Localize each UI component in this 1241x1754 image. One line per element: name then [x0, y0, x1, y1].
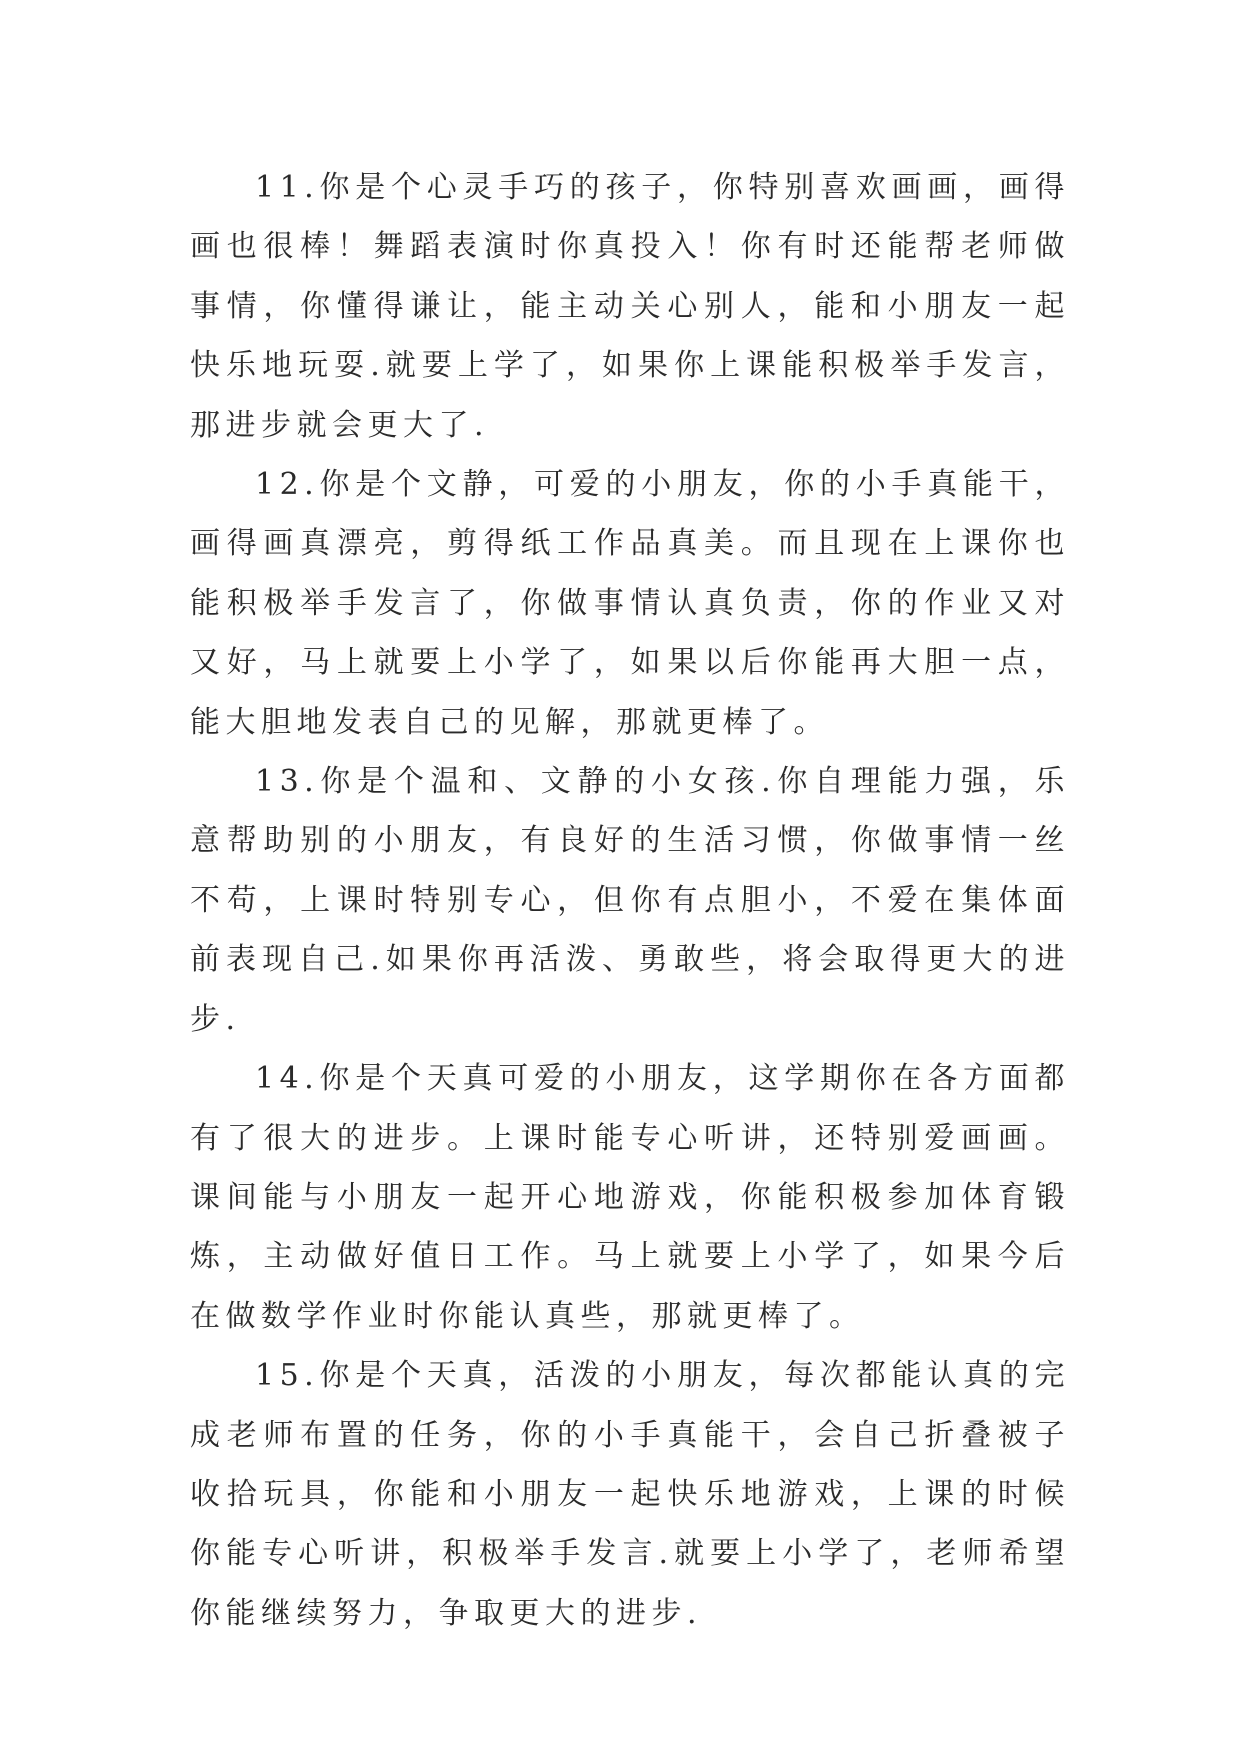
comment-paragraph-11: 11.你是个心灵手巧的孩子，你特别喜欢画画，画得画也很棒！舞蹈表演时你真投入！你有时还能帮老师做事情，你懂得谦让，能主动关心别人，能和小朋友一起快乐地玩耍.就要上学了，如果你上课能积极举手发言，那进步就会更大了.	[190, 170, 1070, 443]
comment-paragraph-14: 14.你是个天真可爱的小朋友，这学期你在各方面都有了很大的进步。上课时能专心听讲，还特别爱画画。课间能与小朋友一起开心地游戏，你能积极参加体育锻炼，主动做好值日工作。马上就要上小学了，如果今后在做数学作业时你能认真些，那就更棒了。	[190, 1061, 1070, 1334]
document-body	[190, 158, 1070, 1643]
comment-paragraph-13: 13.你是个温和、文静的小女孩.你自理能力强，乐意帮助别的小朋友，有良好的生活习惯，你做事情一丝不苟，上课时特别专心，但你有点胆小，不爱在集体面前表现自己.如果你再活泼、勇敢些，将会取得更大的进步.	[190, 764, 1070, 1037]
comment-paragraph-15: 15.你是个天真，活泼的小朋友，每次都能认真的完成老师布置的任务，你的小手真能干，会自己折叠被子收拾玩具，你能和小朋友一起快乐地游戏，上课的时候你能专心听讲，积极举手发言.就要上小学了，老师希望你能继续努力，争取更大的进步.	[190, 1358, 1070, 1631]
comment-paragraph-12: 12.你是个文静，可爱的小朋友，你的小手真能干，画得画真漂亮，剪得纸工作品真美。而且现在上课你也能积极举手发言了，你做事情认真负责，你的作业又对又好，马上就要上小学了，如果以后你能再大胆一点，能大胆地发表自己的见解，那就更棒了。	[190, 467, 1070, 740]
